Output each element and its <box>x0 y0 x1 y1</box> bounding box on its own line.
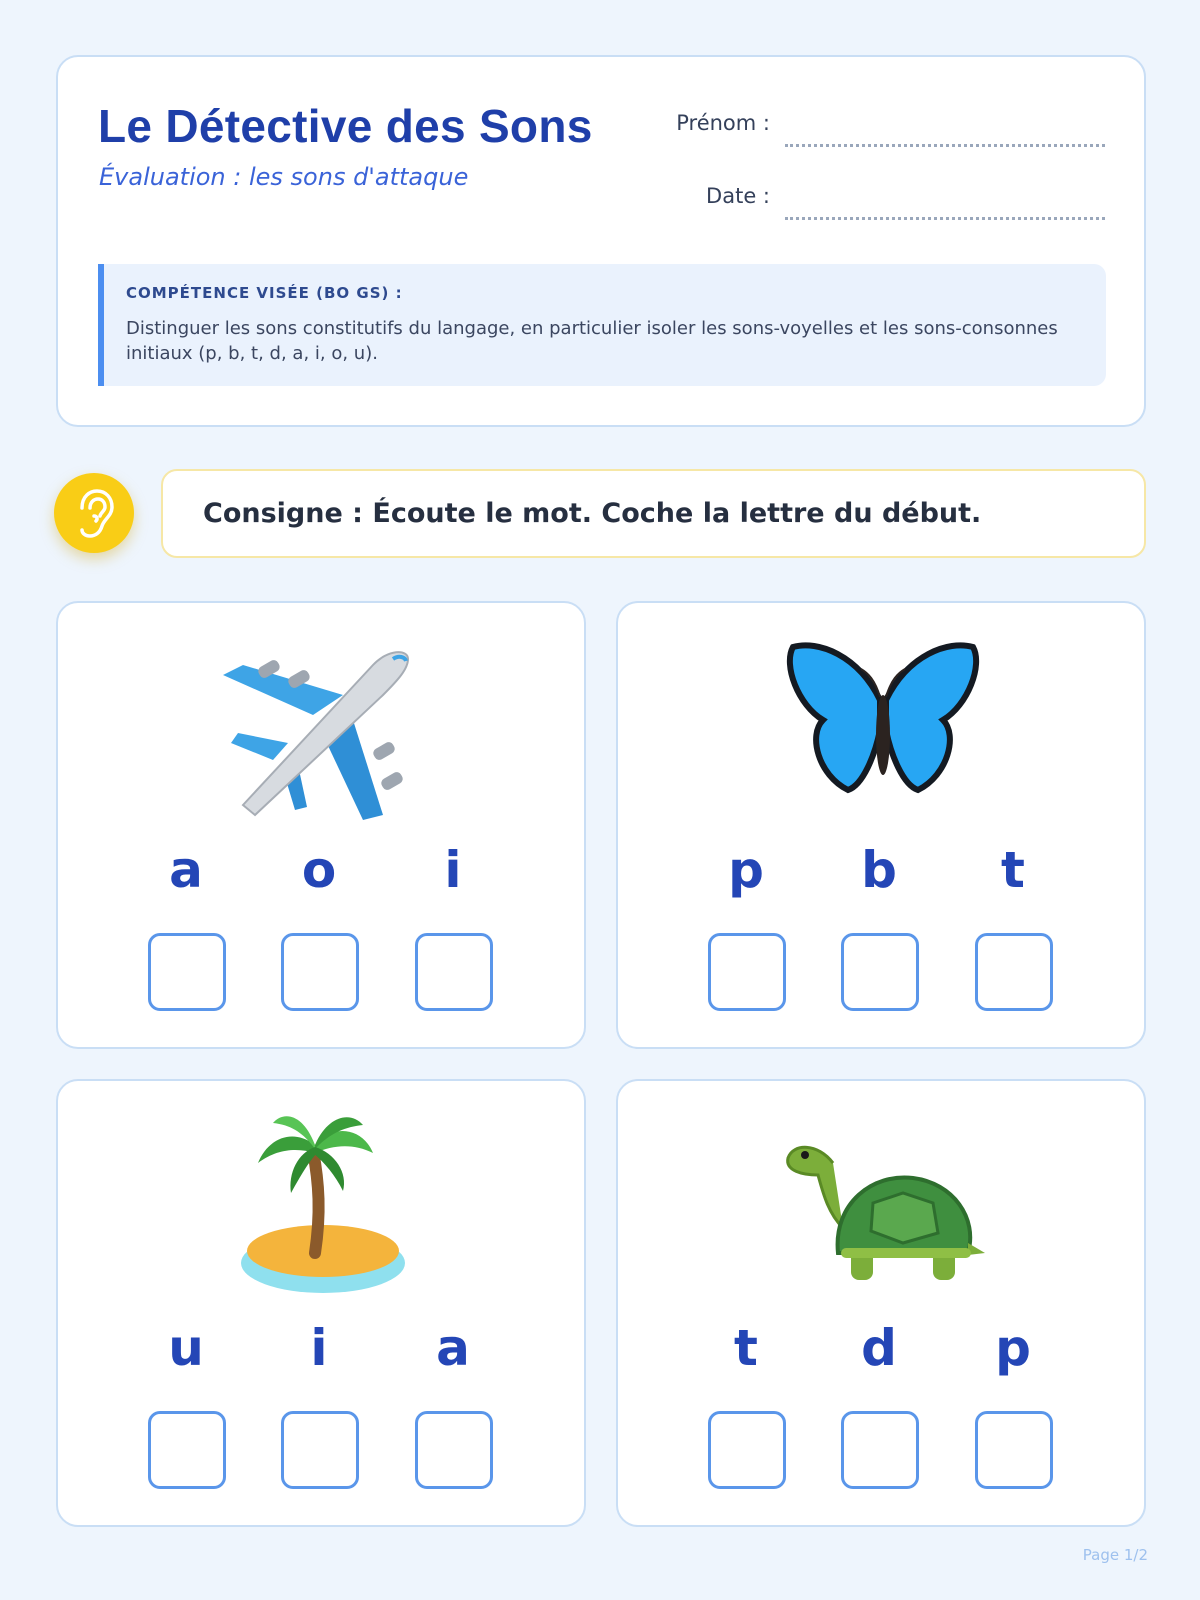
letter-option: d <box>861 1319 897 1377</box>
answer-checkbox[interactable] <box>281 933 359 1011</box>
answer-checkbox[interactable] <box>415 1411 493 1489</box>
competence-text: Distinguer les sons constitutifs du langage, en particulier isoler les sons-voyelles et les sons-consonnes initiaux (p, b, t, d, a, i, o, u). <box>126 318 1058 364</box>
date-label: Date : <box>706 184 770 208</box>
header-card <box>56 55 1146 427</box>
prenom-label: Prénom : <box>676 111 770 135</box>
letter-option: b <box>861 841 897 899</box>
instruction-box <box>161 469 1146 558</box>
letter-option: a <box>169 841 203 899</box>
exercise-card-2 <box>616 601 1146 1049</box>
turtle-icon <box>763 1103 1003 1303</box>
airplane-icon <box>203 625 443 825</box>
instruction-text: Consigne : Écoute le mot. Coche la lettre du début. <box>203 498 982 529</box>
answer-checkbox[interactable] <box>841 1411 919 1489</box>
competence-box <box>98 264 1106 386</box>
exercise-card-1 <box>56 601 586 1049</box>
answer-checkbox[interactable] <box>708 1411 786 1489</box>
letter-option: o <box>301 841 337 899</box>
prenom-field[interactable] <box>785 144 1105 147</box>
ear-icon <box>54 473 134 553</box>
answer-checkbox[interactable] <box>148 1411 226 1489</box>
letter-option: t <box>1001 841 1025 899</box>
date-field[interactable] <box>785 217 1105 220</box>
exercise-card-3 <box>56 1079 586 1527</box>
answer-checkbox[interactable] <box>148 933 226 1011</box>
answer-checkbox[interactable] <box>975 1411 1053 1489</box>
letter-option: t <box>734 1319 758 1377</box>
butterfly-icon <box>763 625 1003 825</box>
page-number: Page 1/2 <box>1082 1546 1148 1564</box>
answer-checkbox[interactable] <box>708 933 786 1011</box>
page-subtitle: Évaluation : les sons d'attaque <box>99 163 469 191</box>
letter-option: p <box>728 841 764 899</box>
answer-checkbox[interactable] <box>281 1411 359 1489</box>
competence-label: COMPÉTENCE VISÉE (BO GS) : <box>126 284 403 302</box>
answer-checkbox[interactable] <box>841 933 919 1011</box>
letter-option: a <box>436 1319 470 1377</box>
letter-option: i <box>444 841 462 899</box>
letter-option: u <box>168 1319 204 1377</box>
island-icon <box>203 1103 443 1303</box>
answer-checkbox[interactable] <box>975 933 1053 1011</box>
exercise-card-4 <box>616 1079 1146 1527</box>
page-title: Le Détective des Sons <box>98 100 593 152</box>
answer-checkbox[interactable] <box>415 933 493 1011</box>
letter-option: i <box>310 1319 328 1377</box>
letter-option: p <box>995 1319 1031 1377</box>
